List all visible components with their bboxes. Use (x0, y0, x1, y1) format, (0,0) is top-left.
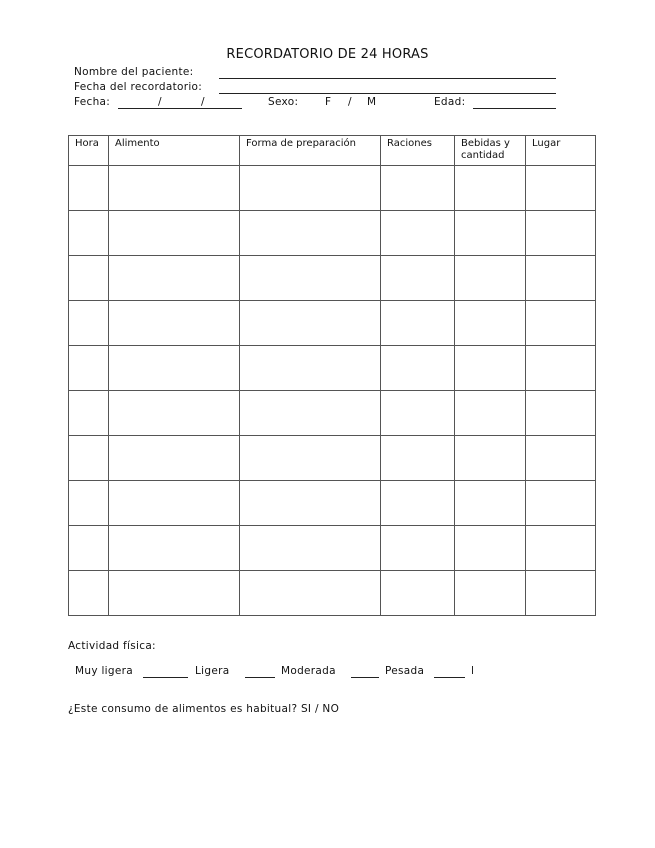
table-cell[interactable] (240, 571, 381, 616)
table-cell[interactable] (109, 211, 240, 256)
table-cell[interactable] (381, 571, 455, 616)
table-row (69, 391, 596, 436)
table-cell[interactable] (455, 526, 526, 571)
table-cell[interactable] (455, 391, 526, 436)
table-cell[interactable] (526, 526, 596, 571)
table-cell[interactable] (381, 301, 455, 346)
table-cell[interactable] (381, 166, 455, 211)
table-cell[interactable] (240, 166, 381, 211)
table-cell[interactable] (526, 481, 596, 526)
table-cell[interactable] (69, 256, 109, 301)
activity-moderate-blank[interactable] (351, 677, 379, 678)
table-cell[interactable] (381, 481, 455, 526)
table-row (69, 301, 596, 346)
table-cell[interactable] (109, 571, 240, 616)
table-cell[interactable] (381, 391, 455, 436)
table-cell[interactable] (455, 256, 526, 301)
table-cell[interactable] (109, 346, 240, 391)
table-cell[interactable] (526, 391, 596, 436)
table-cell[interactable] (109, 256, 240, 301)
activity-label: Actividad física: (68, 640, 156, 652)
table-cell[interactable] (455, 346, 526, 391)
date-label: Fecha: (74, 96, 111, 108)
table-cell[interactable] (526, 211, 596, 256)
table-cell[interactable] (381, 211, 455, 256)
table-cell[interactable] (455, 211, 526, 256)
activity-heavy-blank[interactable] (434, 677, 465, 678)
recall-date-line[interactable] (219, 93, 556, 94)
page-title: RECORDATORIO DE 24 HORAS (226, 47, 429, 62)
activity-very-light-blank[interactable] (143, 677, 188, 678)
table-cell[interactable] (526, 436, 596, 481)
table-cell[interactable] (109, 436, 240, 481)
table-cell[interactable] (69, 301, 109, 346)
column-header-bebidas-cantidad: Bebidas y cantidad (455, 136, 526, 166)
sex-label: Sexo: (268, 96, 299, 108)
date-separator-2: / (201, 96, 205, 108)
table-row (69, 526, 596, 571)
table-cell[interactable] (69, 526, 109, 571)
table-cell[interactable] (526, 346, 596, 391)
activity-end-mark: l (471, 665, 475, 677)
table-cell[interactable] (240, 526, 381, 571)
table-cell[interactable] (109, 526, 240, 571)
table-cell[interactable] (109, 166, 240, 211)
table-cell[interactable] (109, 481, 240, 526)
column-header-lugar: Lugar (526, 136, 596, 166)
table-cell[interactable] (69, 436, 109, 481)
table-cell[interactable] (381, 346, 455, 391)
table-cell[interactable] (240, 346, 381, 391)
activity-moderate-label: Moderada (281, 665, 336, 677)
activity-heavy-label: Pesada (385, 665, 425, 677)
table-cell[interactable] (69, 211, 109, 256)
table-row (69, 211, 596, 256)
column-header-hora: Hora (69, 136, 109, 166)
table-cell[interactable] (240, 211, 381, 256)
column-header-raciones: Raciones (381, 136, 455, 166)
table-cell[interactable] (69, 391, 109, 436)
activity-very-light-label: Muy ligera (75, 665, 133, 677)
table-cell[interactable] (526, 571, 596, 616)
patient-name-line[interactable] (219, 78, 556, 79)
table-cell[interactable] (455, 571, 526, 616)
sex-separator: / (348, 96, 352, 108)
patient-name-label: Nombre del paciente: (74, 66, 194, 78)
table-cell[interactable] (240, 481, 381, 526)
table-row (69, 256, 596, 301)
sex-option-m[interactable]: M (367, 96, 377, 108)
date-line[interactable] (118, 108, 242, 109)
table-row (69, 166, 596, 211)
column-header-alimento: Alimento (109, 136, 240, 166)
table-cell[interactable] (69, 166, 109, 211)
table-cell[interactable] (240, 436, 381, 481)
activity-light-label: Ligera (195, 665, 230, 677)
table-cell[interactable] (455, 301, 526, 346)
table-cell[interactable] (109, 391, 240, 436)
table-cell[interactable] (526, 166, 596, 211)
table-cell[interactable] (240, 391, 381, 436)
table-cell[interactable] (69, 571, 109, 616)
sex-option-f[interactable]: F (325, 96, 332, 108)
age-line[interactable] (473, 108, 556, 109)
column-header-forma-preparacion: Forma de preparación (240, 136, 381, 166)
table-cell[interactable] (381, 526, 455, 571)
table-cell[interactable] (69, 481, 109, 526)
table-row (69, 436, 596, 481)
table-cell[interactable] (240, 256, 381, 301)
date-separator-1: / (158, 96, 162, 108)
activity-light-blank[interactable] (245, 677, 275, 678)
table-row (69, 481, 596, 526)
table-cell[interactable] (455, 481, 526, 526)
recall-date-label: Fecha del recordatorio: (74, 81, 203, 93)
food-recall-table (68, 135, 596, 616)
table-cell[interactable] (526, 301, 596, 346)
table-cell[interactable] (240, 301, 381, 346)
table-cell[interactable] (455, 166, 526, 211)
table-header-row (69, 136, 596, 166)
table-cell[interactable] (109, 301, 240, 346)
table-row (69, 346, 596, 391)
table-cell[interactable] (69, 346, 109, 391)
table-cell[interactable] (455, 436, 526, 481)
age-label: Edad: (434, 96, 466, 108)
table-cell[interactable] (381, 256, 455, 301)
table-cell[interactable] (526, 256, 596, 301)
table-cell[interactable] (381, 436, 455, 481)
table-row (69, 571, 596, 616)
habitual-consumption-question: ¿Este consumo de alimentos es habitual? SI / NO (68, 703, 340, 715)
